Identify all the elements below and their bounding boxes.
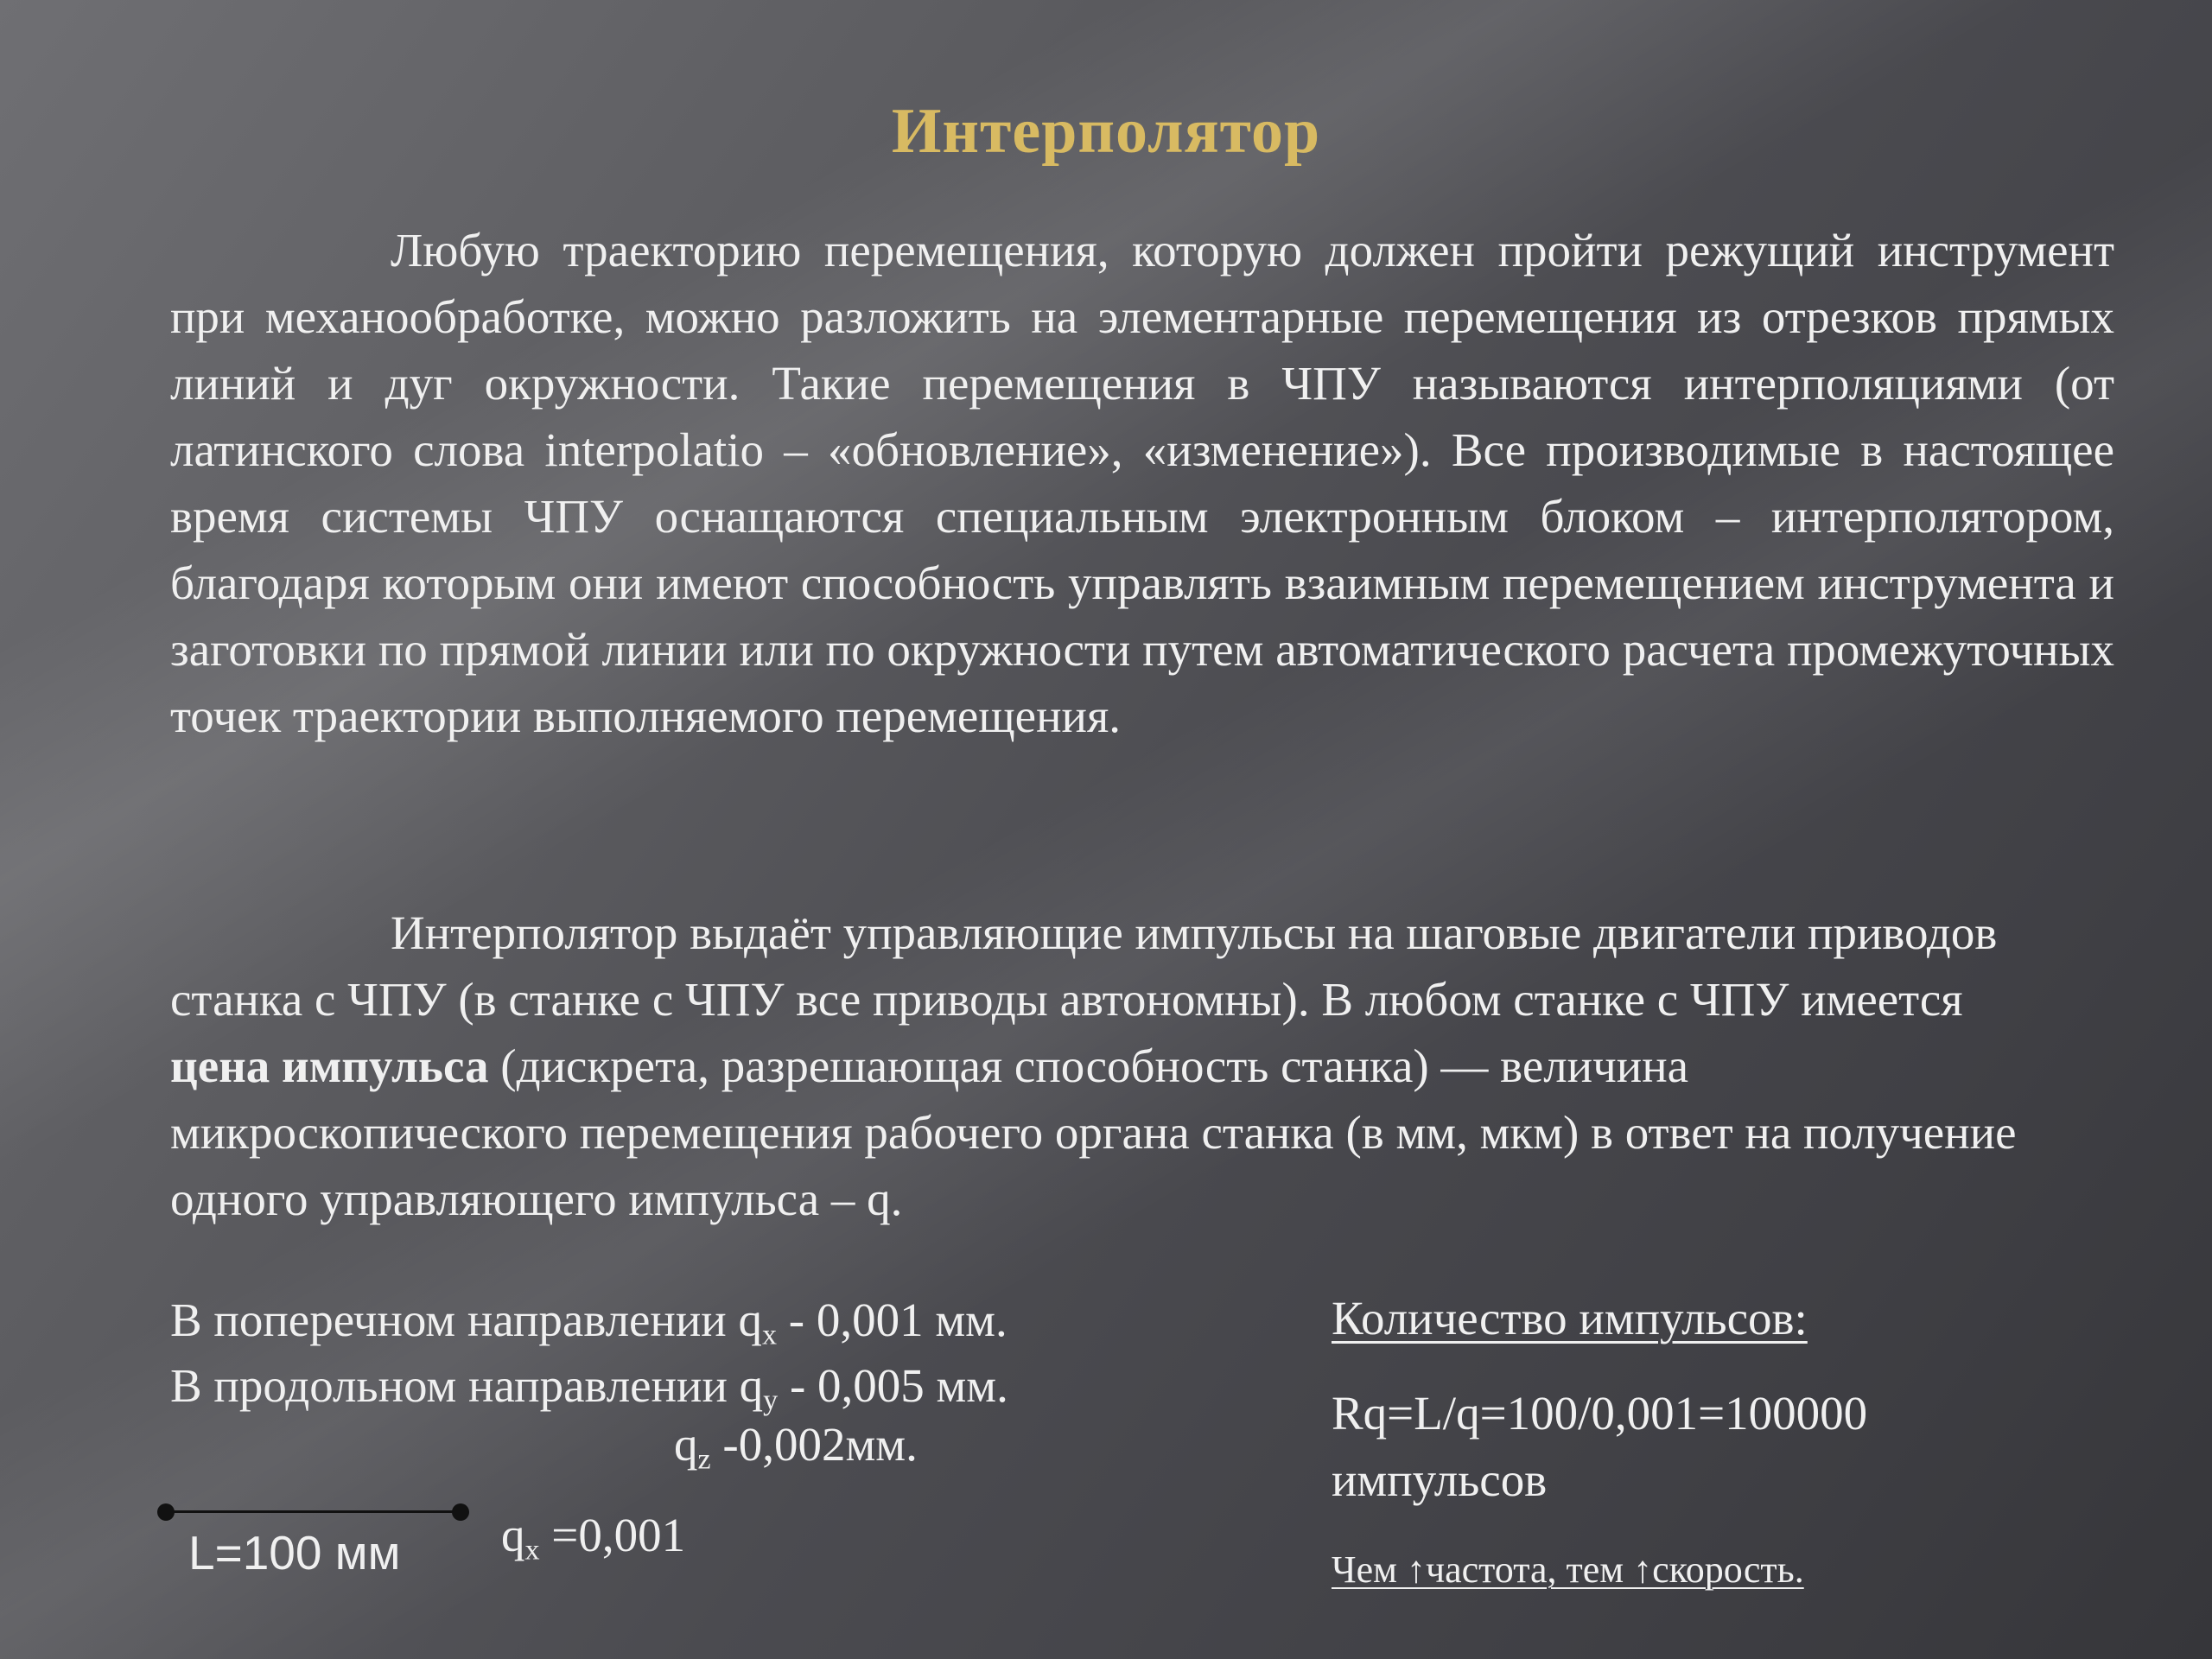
- qx-suffix: =0,001: [539, 1509, 686, 1561]
- qx-sub: x: [524, 1534, 540, 1567]
- slide-title: Интерполятор: [891, 96, 1321, 167]
- pulses-formula-block: [1332, 1380, 1867, 1513]
- z-suffix: -0,002мм.: [710, 1418, 918, 1471]
- transverse-sub: x: [761, 1319, 778, 1351]
- qx-value: [501, 1508, 686, 1567]
- paragraph-2-before: Интерполятор выдаёт управляющие импульсы на шаговые двигатели приводов станка с ЧПУ (в станке с ЧПУ все приводы автономны). В любом станке с ЧПУ имеется: [170, 906, 1998, 1026]
- z-prefix: q: [674, 1418, 698, 1471]
- transverse-prefix: В поперечном направлении q: [170, 1294, 762, 1346]
- paragraph-interpolation: [170, 217, 2114, 749]
- paragraph-1-text: Любую траекторию перемещения, которую должен пройти режущий инструмент при механообработке, можно разложить на элементарные перемещения из отрезков прямых линий и дуг окружности. Такие перемещения в ЧПУ называются интерполяциями (от латинского слова interpolatio – «обновление», «изменение»). Все производимые в настоящее время системы ЧПУ оснащаются специальным электронным блоком – интерполятором, благодаря которым они имеют способность управлять взаимным перемещением инструмента и заготовки по прямой линии или по окружности путем автоматического расчета промежуточных точек траектории выполняемого перемещения.: [170, 224, 2114, 742]
- longitudinal-direction: [170, 1353, 1008, 1419]
- directions-block: [170, 1287, 1008, 1419]
- longitudinal-prefix: В продольном направлении q: [170, 1359, 764, 1412]
- transverse-direction: [170, 1287, 1008, 1353]
- longitudinal-suffix: - 0,005 мм.: [778, 1359, 1008, 1412]
- longitudinal-sub: y: [763, 1384, 779, 1417]
- paragraph-pulse-price: [170, 899, 2071, 1232]
- segment-start-point: [157, 1503, 175, 1521]
- pulses-title: Количество импульсов:: [1332, 1292, 1808, 1344]
- speed-note: Чем ↑частота, тем ↑скорость.: [1332, 1548, 1804, 1591]
- pulse-price-term: цена импульса: [170, 1039, 489, 1092]
- z-direction: [674, 1417, 918, 1476]
- paragraph-2-after: (дискрета, разрешающая способность станка) — величина микроскопического перемещения рабочего органа станка (в мм, мкм) в ответ на получение одного управляющего импульса – q.: [170, 1039, 2017, 1225]
- pulses-formula: Rq=L/q=100/0,001=100000: [1332, 1387, 1868, 1440]
- pulses-unit: импульсов: [1332, 1453, 1548, 1506]
- transverse-suffix: - 0,001 мм.: [777, 1294, 1007, 1346]
- pulses-block: [1332, 1291, 1867, 1592]
- z-sub: z: [697, 1443, 711, 1476]
- segment-end-point: [452, 1503, 469, 1521]
- qx-prefix: q: [501, 1509, 525, 1561]
- segment-length-label: L=100 мм: [188, 1526, 401, 1580]
- segment-line: [166, 1510, 462, 1513]
